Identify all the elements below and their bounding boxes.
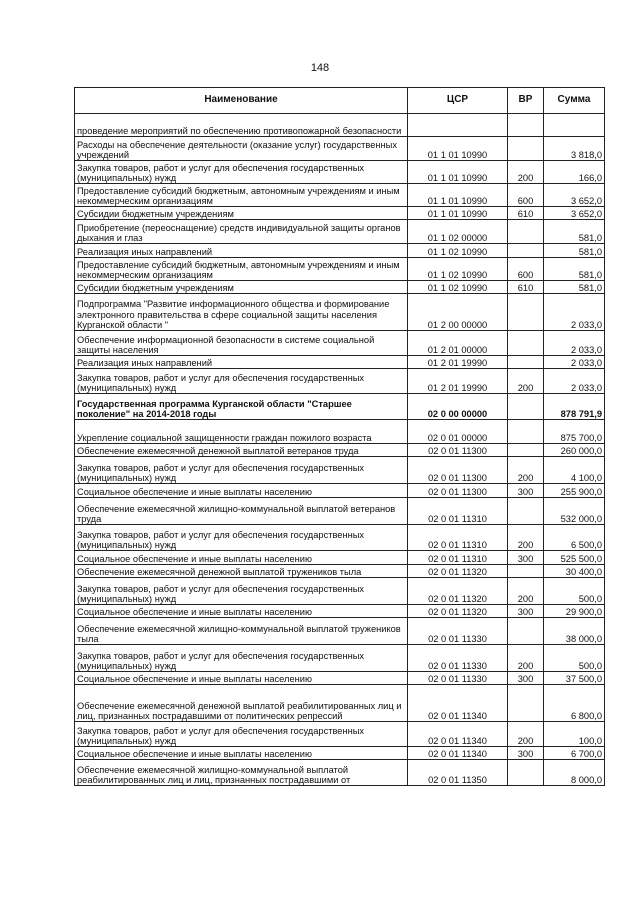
table-row bbox=[75, 605, 605, 618]
row-csr: 01 1 01 10990 bbox=[408, 207, 508, 220]
row-csr: 02 0 01 11310 bbox=[408, 498, 508, 525]
table-row bbox=[75, 220, 605, 244]
row-vr: 300 bbox=[508, 484, 544, 498]
row-csr: 02 0 01 11310 bbox=[408, 525, 508, 551]
row-name: Укрепление социальной защищенности граждан пожилого возраста bbox=[75, 420, 408, 444]
row-csr: 01 2 00 00000 bbox=[408, 294, 508, 331]
row-sum: 100,0 bbox=[544, 722, 605, 747]
row-csr: 02 0 01 11320 bbox=[408, 565, 508, 578]
row-name: Социальное обеспечение и иные выплаты населению bbox=[75, 484, 408, 498]
table-row bbox=[75, 258, 605, 281]
row-sum: 581,0 bbox=[544, 244, 605, 258]
row-sum: 260 000,0 bbox=[544, 444, 605, 457]
row-sum: 4 100,0 bbox=[544, 457, 605, 484]
row-csr: 01 1 02 10990 bbox=[408, 258, 508, 281]
table-row bbox=[75, 672, 605, 685]
row-sum: 166,0 bbox=[544, 161, 605, 184]
row-name: Обеспечение ежемесячной жилищно-коммунальной выплатой ветеранов труда bbox=[75, 498, 408, 525]
row-vr bbox=[508, 244, 544, 258]
row-sum: 2 033,0 bbox=[544, 294, 605, 331]
row-name: Закупка товаров, работ и услуг для обеспечения государственных (муниципальных) нужд bbox=[75, 525, 408, 551]
row-name: Реализация иных направлений bbox=[75, 244, 408, 258]
row-name: Приобретение (переоснащение) средств индивидуальной защиты органов дыхания и глаз bbox=[75, 220, 408, 244]
row-sum: 581,0 bbox=[544, 258, 605, 281]
row-name: Государственная программа Курганской области "Старшее поколение" на 2014-2018 годы bbox=[75, 394, 408, 420]
row-sum: 525 500,0 bbox=[544, 551, 605, 565]
row-sum: 38 000,0 bbox=[544, 618, 605, 645]
row-sum: 37 500,0 bbox=[544, 672, 605, 685]
row-vr: 600 bbox=[508, 258, 544, 281]
table-row bbox=[75, 722, 605, 747]
table-row bbox=[75, 369, 605, 394]
row-csr: 02 0 01 11300 bbox=[408, 484, 508, 498]
row-csr: 02 0 01 11330 bbox=[408, 618, 508, 645]
row-sum: 6 700,0 bbox=[544, 747, 605, 760]
row-csr: 01 1 02 10990 bbox=[408, 281, 508, 294]
row-name: Социальное обеспечение и иные выплаты населению bbox=[75, 605, 408, 618]
row-csr: 02 0 01 11300 bbox=[408, 444, 508, 457]
row-name: Закупка товаров, работ и услуг для обеспечения государственных (муниципальных) нужд bbox=[75, 645, 408, 672]
table-body bbox=[75, 114, 605, 786]
row-name: Подпрограмма "Развитие информационного общества и формирование электронного правительства в сфере социальной защиты населения Курганской области " bbox=[75, 294, 408, 331]
row-vr bbox=[508, 760, 544, 786]
row-csr: 01 1 02 00000 bbox=[408, 220, 508, 244]
row-sum: 6 800,0 bbox=[544, 685, 605, 722]
header-sum: Сумма bbox=[544, 88, 605, 114]
table-row bbox=[75, 184, 605, 207]
table-row bbox=[75, 685, 605, 722]
table-row bbox=[75, 747, 605, 760]
row-vr bbox=[508, 444, 544, 457]
table-row bbox=[75, 207, 605, 220]
row-vr: 200 bbox=[508, 525, 544, 551]
row-csr: 02 0 01 11300 bbox=[408, 457, 508, 484]
row-name: Реализация иных направлений bbox=[75, 356, 408, 369]
row-sum: 581,0 bbox=[544, 220, 605, 244]
table-row bbox=[75, 137, 605, 161]
budget-table bbox=[74, 87, 605, 786]
row-vr bbox=[508, 685, 544, 722]
row-csr: 02 0 00 00000 bbox=[408, 394, 508, 420]
table-row bbox=[75, 565, 605, 578]
row-name: Социальное обеспечение и иные выплаты населению bbox=[75, 672, 408, 685]
table-row bbox=[75, 618, 605, 645]
table-row bbox=[75, 244, 605, 258]
row-vr: 200 bbox=[508, 722, 544, 747]
row-name: Закупка товаров, работ и услуг для обеспечения государственных (муниципальных) нужд bbox=[75, 722, 408, 747]
row-sum: 3 652,0 bbox=[544, 184, 605, 207]
row-sum: 581,0 bbox=[544, 281, 605, 294]
row-vr bbox=[508, 618, 544, 645]
row-vr: 600 bbox=[508, 184, 544, 207]
row-name: Социальное обеспечение и иные выплаты населению bbox=[75, 551, 408, 565]
row-sum: 875 700,0 bbox=[544, 420, 605, 444]
row-csr bbox=[408, 114, 508, 137]
row-name: проведение мероприятий по обеспечению противопожарной безопасности bbox=[75, 114, 408, 137]
table-row bbox=[75, 760, 605, 786]
row-vr: 300 bbox=[508, 605, 544, 618]
row-vr: 300 bbox=[508, 551, 544, 565]
row-csr: 02 0 01 11340 bbox=[408, 685, 508, 722]
row-vr bbox=[508, 356, 544, 369]
table-row bbox=[75, 444, 605, 457]
row-csr: 01 2 01 19990 bbox=[408, 369, 508, 394]
table-row bbox=[75, 331, 605, 356]
row-csr: 02 0 01 11340 bbox=[408, 722, 508, 747]
row-sum bbox=[544, 114, 605, 137]
row-vr bbox=[508, 294, 544, 331]
header-name: Наименование bbox=[75, 88, 408, 114]
row-sum: 29 900,0 bbox=[544, 605, 605, 618]
table-row bbox=[75, 525, 605, 551]
row-csr: 02 0 01 11350 bbox=[408, 760, 508, 786]
page-number: 148 bbox=[310, 62, 330, 74]
row-vr bbox=[508, 137, 544, 161]
row-vr: 200 bbox=[508, 161, 544, 184]
row-csr: 01 1 01 10990 bbox=[408, 137, 508, 161]
row-csr: 01 1 02 10990 bbox=[408, 244, 508, 258]
row-vr: 610 bbox=[508, 207, 544, 220]
header-csr: ЦСР bbox=[408, 88, 508, 114]
table-row bbox=[75, 420, 605, 444]
row-vr: 300 bbox=[508, 672, 544, 685]
row-sum: 255 900,0 bbox=[544, 484, 605, 498]
row-name: Обеспечение ежемесячной денежной выплатой тружеников тыла bbox=[75, 565, 408, 578]
table-row bbox=[75, 457, 605, 484]
row-name: Закупка товаров, работ и услуг для обеспечения государственных (муниципальных) нужд bbox=[75, 369, 408, 394]
row-vr bbox=[508, 565, 544, 578]
row-csr: 02 0 01 11330 bbox=[408, 672, 508, 685]
table-row bbox=[75, 394, 605, 420]
row-name: Закупка товаров, работ и услуг для обеспечения государственных (муниципальных) нужд bbox=[75, 457, 408, 484]
row-name: Субсидии бюджетным учреждениям bbox=[75, 207, 408, 220]
row-vr bbox=[508, 331, 544, 356]
row-sum: 3 818,0 bbox=[544, 137, 605, 161]
table-row bbox=[75, 645, 605, 672]
row-sum: 8 000,0 bbox=[544, 760, 605, 786]
row-sum: 878 791,9 bbox=[544, 394, 605, 420]
row-name: Субсидии бюджетным учреждениям bbox=[75, 281, 408, 294]
row-name: Закупка товаров, работ и услуг для обеспечения государственных (муниципальных) нужд bbox=[75, 578, 408, 605]
table-row bbox=[75, 498, 605, 525]
row-vr: 200 bbox=[508, 645, 544, 672]
row-name: Обеспечение ежемесячной жилищно-коммунальной выплатой реабилитированных лиц и лиц, признанных пострадавшими от bbox=[75, 760, 408, 786]
table-row bbox=[75, 281, 605, 294]
row-vr bbox=[508, 394, 544, 420]
row-name: Предоставление субсидий бюджетным, автономным учреждениям и иным некоммерческим организациям bbox=[75, 184, 408, 207]
row-sum: 3 652,0 bbox=[544, 207, 605, 220]
row-sum: 2 033,0 bbox=[544, 356, 605, 369]
row-csr: 02 0 01 11330 bbox=[408, 645, 508, 672]
row-sum: 532 000,0 bbox=[544, 498, 605, 525]
table-header-row bbox=[75, 88, 605, 114]
row-name: Обеспечение ежемесячной денежной выплатой ветеранов труда bbox=[75, 444, 408, 457]
row-name: Закупка товаров, работ и услуг для обеспечения государственных (муниципальных) нужд bbox=[75, 161, 408, 184]
row-csr: 01 1 01 10990 bbox=[408, 184, 508, 207]
row-sum: 2 033,0 bbox=[544, 331, 605, 356]
row-vr bbox=[508, 220, 544, 244]
table-row bbox=[75, 484, 605, 498]
row-vr: 610 bbox=[508, 281, 544, 294]
row-sum: 6 500,0 bbox=[544, 525, 605, 551]
row-name: Обеспечение ежемесячной жилищно-коммунальной выплатой тружеников тыла bbox=[75, 618, 408, 645]
row-name: Обеспечение ежемесячной денежной выплатой реабилитированных лиц и лиц, признанных пострадавшими от политических репрессий bbox=[75, 685, 408, 722]
row-vr: 200 bbox=[508, 578, 544, 605]
row-name: Социальное обеспечение и иные выплаты населению bbox=[75, 747, 408, 760]
row-sum: 30 400,0 bbox=[544, 565, 605, 578]
row-csr: 02 0 01 11310 bbox=[408, 551, 508, 565]
table-row bbox=[75, 294, 605, 331]
table-row bbox=[75, 551, 605, 565]
row-sum: 2 033,0 bbox=[544, 369, 605, 394]
table-row bbox=[75, 114, 605, 137]
header-vr: ВР bbox=[508, 88, 544, 114]
row-sum: 500,0 bbox=[544, 578, 605, 605]
table-row bbox=[75, 356, 605, 369]
row-vr bbox=[508, 114, 544, 137]
row-csr: 01 1 01 10990 bbox=[408, 161, 508, 184]
row-vr: 200 bbox=[508, 369, 544, 394]
row-csr: 01 2 01 19990 bbox=[408, 356, 508, 369]
row-name: Обеспечение информационной безопасности в системе социальной защиты населения bbox=[75, 331, 408, 356]
row-sum: 500,0 bbox=[544, 645, 605, 672]
row-vr: 200 bbox=[508, 457, 544, 484]
row-vr bbox=[508, 420, 544, 444]
row-vr: 300 bbox=[508, 747, 544, 760]
row-csr: 02 0 01 11320 bbox=[408, 605, 508, 618]
table-row bbox=[75, 161, 605, 184]
row-csr: 02 0 01 11340 bbox=[408, 747, 508, 760]
row-csr: 02 0 01 11320 bbox=[408, 578, 508, 605]
row-name: Расходы на обеспечение деятельности (оказание услуг) государственных учреждений bbox=[75, 137, 408, 161]
row-csr: 01 2 01 00000 bbox=[408, 331, 508, 356]
row-vr bbox=[508, 498, 544, 525]
row-name: Предоставление субсидий бюджетным, автономным учреждениям и иным некоммерческим организациям bbox=[75, 258, 408, 281]
row-csr: 02 0 01 00000 bbox=[408, 420, 508, 444]
table-row bbox=[75, 578, 605, 605]
